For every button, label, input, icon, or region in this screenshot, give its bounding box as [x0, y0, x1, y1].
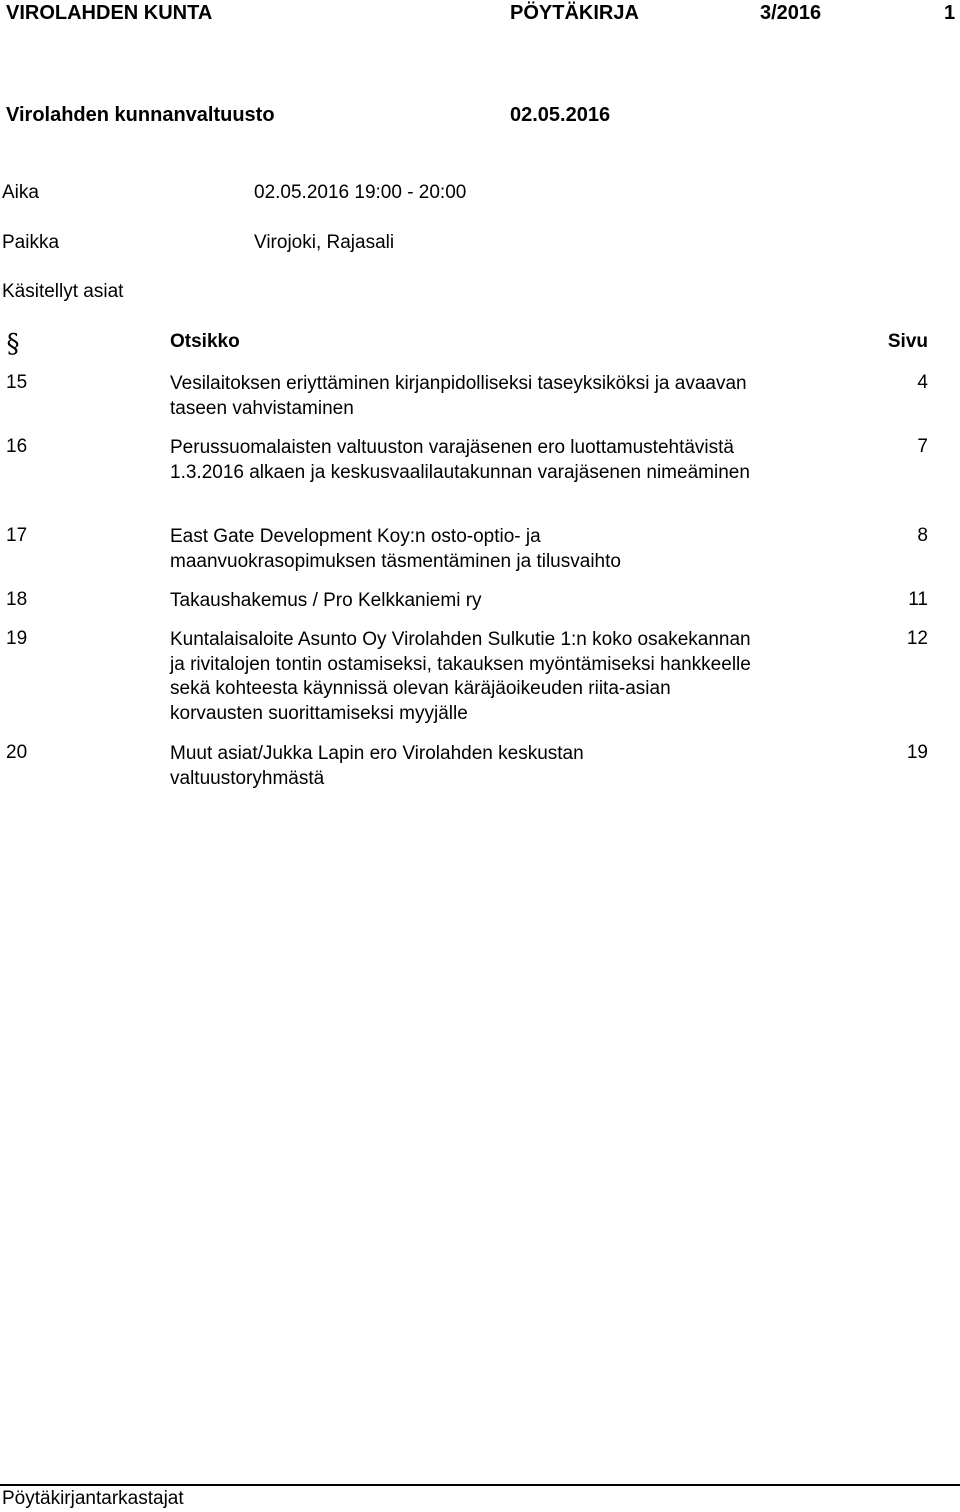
item-title: Perussuomalaisten valtuuston varajäsenen ero luottamustehtävistä 1.3.2016 alkaen ja keskusvaalilautakunnan varajäsenen nimeäminen: [170, 437, 750, 483]
place-value: Virojoki, Rajasali: [254, 232, 395, 253]
item-title: Muut asiat/Jukka Lapin ero Virolahden keskustan valtuustoryhmästä: [170, 743, 584, 789]
item-page: 11: [908, 589, 928, 610]
meeting-date: 02.05.2016: [510, 104, 611, 126]
place-label: Paikka: [2, 232, 60, 253]
column-title: Otsikko: [170, 331, 240, 352]
item-page: 12: [906, 628, 928, 649]
municipality-name: VIROLAHDEN KUNTA: [6, 2, 213, 24]
item-title: Kuntalaisaloite Asunto Oy Virolahden Sulkutie 1:n koko osakekannan ja rivitalojen tontin ostamiseksi, takauksen myöntämiseksi hankkeelle sekä kohteesta käynnissä olevan käräjäoikeuden riita-asian korvausten suorittamiseksi myyjälle: [170, 629, 751, 724]
item-page: 8: [917, 525, 928, 546]
time-label: Aika: [2, 182, 39, 203]
document-number: 3/2016: [760, 2, 822, 24]
agenda-heading: Käsitellyt asiat: [2, 281, 124, 302]
meeting-body: Virolahden kunnanvaltuusto: [6, 104, 275, 126]
item-title: East Gate Development Koy:n osto-optio- ja maanvuokrasopimuksen täsmentäminen ja tilusvaihto: [170, 526, 621, 572]
item-number: 16: [6, 436, 28, 457]
footer-label: Pöytäkirjantarkastajat: [2, 1488, 184, 1509]
item-number: 19: [6, 628, 28, 649]
page-number: 1: [944, 2, 956, 24]
footer-divider: [0, 1484, 960, 1486]
time-value: 02.05.2016 19:00 - 20:00: [254, 182, 467, 203]
item-page: 4: [917, 372, 928, 393]
item-number: 15: [6, 372, 28, 393]
item-number: 20: [6, 742, 28, 763]
item-title: Vesilaitoksen eriyttäminen kirjanpidolliseksi taseyksiköksi ja avaavan taseen vahvistaminen: [170, 373, 747, 419]
svg-text:§: §: [6, 329, 20, 358]
item-number: 18: [6, 589, 28, 610]
item-title: Takaushakemus / Pro Kelkkaniemi ry: [170, 590, 482, 611]
item-number: 17: [6, 525, 28, 546]
section-sign-icon: [6, 328, 20, 358]
item-page: 7: [917, 436, 928, 457]
column-page: Sivu: [887, 331, 928, 352]
document-type: PÖYTÄKIRJA: [510, 2, 639, 24]
item-page: 19: [906, 742, 928, 763]
